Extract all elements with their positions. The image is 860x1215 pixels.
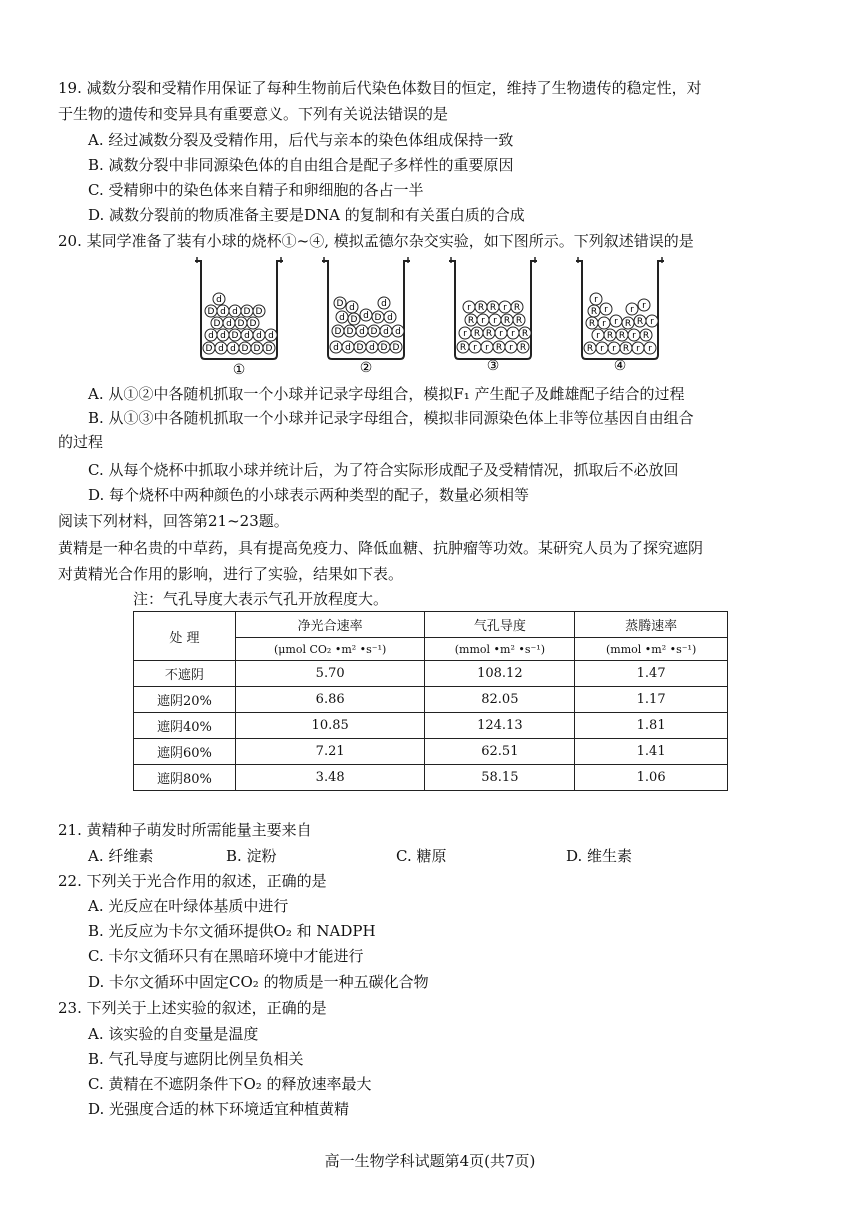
svg-text:d: d: [395, 327, 401, 337]
q23-option-d: D. 光强度合适的林下环境适宜种植黄精: [88, 1100, 350, 1118]
svg-text:R: R: [485, 329, 493, 339]
svg-text:r: r: [642, 301, 646, 311]
svg-text:r: r: [473, 343, 477, 353]
svg-text:r: r: [614, 317, 618, 327]
svg-text:D: D: [253, 344, 261, 354]
svg-text:r: r: [594, 295, 598, 305]
svg-text:R: R: [515, 316, 523, 326]
svg-text:r: r: [636, 344, 640, 354]
svg-text:r: r: [632, 331, 636, 341]
q19-option-d: D. 减数分裂前的物质准备主要是DNA 的复制和有关蛋白质的合成: [88, 206, 525, 224]
material-paragraph-line2: 对黄精光合作用的影响，进行了实验，结果如下表。: [58, 565, 404, 583]
svg-text:r: r: [485, 343, 489, 353]
table-row: [134, 661, 728, 687]
cell-transpiration: 1.17: [575, 687, 728, 713]
beaker-label-1: ①: [232, 362, 246, 377]
svg-text:R: R: [642, 331, 650, 341]
svg-text:d: d: [218, 344, 224, 354]
q19-option-a: A. 经过减数分裂及受精作用，后代与亲本的染色体组成保持一致: [88, 131, 514, 149]
material-intro: 阅读下列材料，回答第21~23题。: [58, 512, 289, 530]
header-treatment: 处 理: [134, 612, 236, 661]
svg-text:D: D: [334, 327, 342, 337]
svg-text:D: D: [255, 307, 263, 317]
unit-net-photosynthesis: (μmol CO₂ •m² •s⁻¹): [235, 638, 425, 661]
q21-option-c: C. 糖原: [396, 847, 447, 865]
header-stomatal-conductance: 气孔导度: [425, 612, 575, 638]
svg-text:d: d: [359, 327, 365, 337]
beaker-label-2: ②: [359, 360, 373, 376]
cell-transpiration: 1.81: [575, 713, 728, 739]
svg-text:d: d: [349, 303, 355, 313]
q20-stem: 20. 某同学准备了装有小球的烧杯①~④, 模拟孟德尔杂交实验，如下图所示。下列叙述错误的是: [58, 232, 694, 250]
svg-text:d: d: [345, 343, 351, 353]
q22-stem: 22. 下列关于光合作用的叙述，正确的是: [58, 872, 327, 890]
unit-stomatal-conductance: (mmol •m² •s⁻¹): [425, 638, 575, 661]
header-transpiration: 蒸腾速率: [575, 612, 728, 638]
svg-text:D: D: [374, 313, 382, 323]
svg-text:d: d: [268, 331, 274, 341]
svg-text:D: D: [346, 327, 354, 337]
beaker-1: [195, 257, 283, 359]
svg-text:R: R: [473, 329, 481, 339]
q22-option-a: A. 光反应在叶绿体基质中进行: [88, 897, 289, 915]
svg-text:r: r: [463, 329, 467, 339]
svg-text:d: d: [226, 319, 232, 329]
svg-text:r: r: [511, 329, 515, 339]
q20-option-c: C. 从每个烧杯中抓取小球并统计后，为了符合实际形成配子及受精情况，抓取后不必放回: [88, 461, 679, 479]
cell-transpiration: 1.06: [575, 765, 728, 791]
svg-text:d: d: [230, 344, 236, 354]
svg-text:d: d: [369, 343, 375, 353]
q21-option-a: A. 纤维素: [88, 847, 154, 865]
table-row: [134, 713, 728, 739]
svg-text:D: D: [237, 319, 245, 329]
svg-text:D: D: [392, 343, 400, 353]
q21-option-b: B. 淀粉: [226, 847, 277, 865]
svg-text:d: d: [244, 331, 250, 341]
svg-text:D: D: [207, 307, 215, 317]
q22-option-d: D. 卡尔文循环中固定CO₂ 的物质是一种五碳化合物: [88, 973, 429, 991]
table-row: [134, 739, 728, 765]
svg-text:D: D: [205, 344, 213, 354]
q22-option-c: C. 卡尔文循环只有在黑暗环境中才能进行: [88, 947, 364, 965]
q20-option-a: A. 从①②中各随机抓取一个小球并记录字母组合，模拟F₁ 产生配子及雌雄配子结合的过程: [88, 385, 685, 403]
svg-text:r: r: [493, 316, 497, 326]
q19-stem-line1: 19. 减数分裂和受精作用保证了每种生物前后代染色体数目的恒定，维持了生物遗传的稳定性，对: [58, 79, 702, 97]
q23-option-a: A. 该实验的自变量是温度: [88, 1025, 259, 1043]
svg-text:r: r: [600, 344, 604, 354]
q22-option-b: B. 光反应为卡尔文循环提供O₂ 和 NADPH: [88, 922, 376, 940]
beaker-label-3: ③: [486, 358, 500, 374]
data-table: [133, 611, 728, 791]
svg-text:D: D: [356, 343, 364, 353]
svg-text:D: D: [231, 331, 239, 341]
svg-text:d: d: [381, 299, 387, 309]
svg-text:r: r: [602, 319, 606, 329]
beaker-4: [576, 257, 664, 359]
cell-stomatal-conductance: 58.15: [425, 765, 575, 791]
unit-transpiration: (mmol •m² •s⁻¹): [575, 638, 728, 661]
svg-text:R: R: [590, 307, 598, 317]
q19-option-b: B. 减数分裂中非同源染色体的自由组合是配子多样性的重要原因: [88, 156, 514, 174]
svg-text:r: r: [503, 303, 507, 313]
beaker-2: [322, 257, 410, 359]
svg-text:r: r: [467, 303, 471, 313]
svg-text:d: d: [220, 331, 226, 341]
svg-text:d: d: [363, 311, 369, 321]
svg-text:d: d: [232, 307, 238, 317]
cell-treatment: 遮阴20%: [134, 687, 236, 713]
svg-text:R: R: [586, 344, 594, 354]
svg-text:r: r: [648, 344, 652, 354]
beakers-figure: [195, 255, 675, 377]
cell-net-photosynthesis: 3.48: [235, 765, 425, 791]
svg-text:r: r: [509, 343, 513, 353]
svg-text:R: R: [606, 331, 614, 341]
cell-net-photosynthesis: 7.21: [235, 739, 425, 765]
cell-net-photosynthesis: 6.86: [235, 687, 425, 713]
svg-text:R: R: [521, 329, 529, 339]
svg-text:r: r: [499, 329, 503, 339]
cell-treatment: 遮阴80%: [134, 765, 236, 791]
table-note: 注：气孔导度大表示气孔开放程度大。: [133, 590, 389, 608]
svg-text:d: d: [216, 295, 222, 305]
svg-text:D: D: [380, 343, 388, 353]
cell-transpiration: 1.41: [575, 739, 728, 765]
svg-text:D: D: [249, 319, 257, 329]
beaker-3: [449, 257, 537, 359]
cell-transpiration: 1.47: [575, 661, 728, 687]
svg-text:R: R: [588, 319, 596, 329]
svg-text:R: R: [618, 331, 626, 341]
q20-option-b: B. 从①③中各随机抓取一个小球并记录字母组合，模拟非同源染色体上非等位基因自由组合: [88, 409, 694, 427]
svg-text:r: r: [596, 331, 600, 341]
svg-text:d: d: [387, 313, 393, 323]
svg-text:d: d: [333, 343, 339, 353]
material-paragraph-line1: 黄精是一种名贵的中草药，具有提高免疫力、降低血糖、抗肿瘤等功效。某研究人员为了探究遮阴: [58, 539, 704, 557]
q21-option-d: D. 维生素: [566, 847, 633, 865]
cell-stomatal-conductance: 62.51: [425, 739, 575, 765]
cell-stomatal-conductance: 124.13: [425, 713, 575, 739]
q23-option-b: B. 气孔导度与遮阴比例呈负相关: [88, 1050, 304, 1068]
svg-text:d: d: [256, 331, 262, 341]
svg-text:D: D: [265, 344, 273, 354]
svg-text:r: r: [650, 317, 654, 327]
cell-treatment: 遮阴40%: [134, 713, 236, 739]
cell-stomatal-conductance: 108.12: [425, 661, 575, 687]
q23-stem: 23. 下列关于上述实验的叙述，正确的是: [58, 999, 327, 1017]
svg-text:r: r: [612, 344, 616, 354]
q19-stem-line2: 于生物的遗传和变异具有重要意义。下列有关说法错误的是: [58, 105, 449, 123]
cell-stomatal-conductance: 82.05: [425, 687, 575, 713]
svg-text:d: d: [339, 313, 345, 323]
svg-text:R: R: [459, 343, 467, 353]
svg-text:R: R: [513, 303, 521, 313]
svg-text:D: D: [370, 327, 378, 337]
q20-option-b-cont: 的过程: [58, 433, 104, 451]
cell-treatment: 不遮阴: [134, 661, 236, 687]
cell-net-photosynthesis: 5.70: [235, 661, 425, 687]
svg-text:D: D: [243, 307, 251, 317]
q23-option-c: C. 黄精在不遮阴条件下O₂ 的释放速率最大: [88, 1075, 372, 1093]
svg-text:R: R: [636, 317, 644, 327]
cell-treatment: 遮阴60%: [134, 739, 236, 765]
svg-text:R: R: [624, 319, 632, 329]
svg-text:R: R: [503, 316, 511, 326]
svg-text:r: r: [481, 316, 485, 326]
page-footer: 高一生物学科试题第4页(共7页): [324, 1152, 536, 1170]
table-row: [134, 687, 728, 713]
svg-text:r: r: [630, 305, 634, 315]
svg-text:r: r: [604, 305, 608, 315]
beaker-label-4: ④: [613, 358, 627, 374]
svg-text:R: R: [622, 344, 630, 354]
cell-net-photosynthesis: 10.85: [235, 713, 425, 739]
svg-text:d: d: [220, 307, 226, 317]
svg-text:R: R: [467, 316, 475, 326]
table-row: [134, 765, 728, 791]
svg-text:R: R: [495, 343, 503, 353]
svg-text:D: D: [213, 319, 221, 329]
svg-text:R: R: [489, 303, 497, 313]
q19-option-c: C. 受精卵中的染色体来自精子和卵细胞的各占一半: [88, 181, 424, 199]
q21-stem: 21. 黄精种子萌发时所需能量主要来自: [58, 821, 312, 839]
svg-text:d: d: [208, 331, 214, 341]
svg-text:D: D: [241, 344, 249, 354]
q20-option-d: D. 每个烧杯中两种颜色的小球表示两种类型的配子，数量必须相等: [88, 486, 530, 504]
svg-text:R: R: [477, 303, 485, 313]
svg-text:D: D: [336, 299, 344, 309]
svg-text:R: R: [519, 343, 527, 353]
svg-text:d: d: [383, 327, 389, 337]
svg-text:D: D: [350, 315, 358, 325]
header-net-photosynthesis: 净光合速率: [235, 612, 425, 638]
